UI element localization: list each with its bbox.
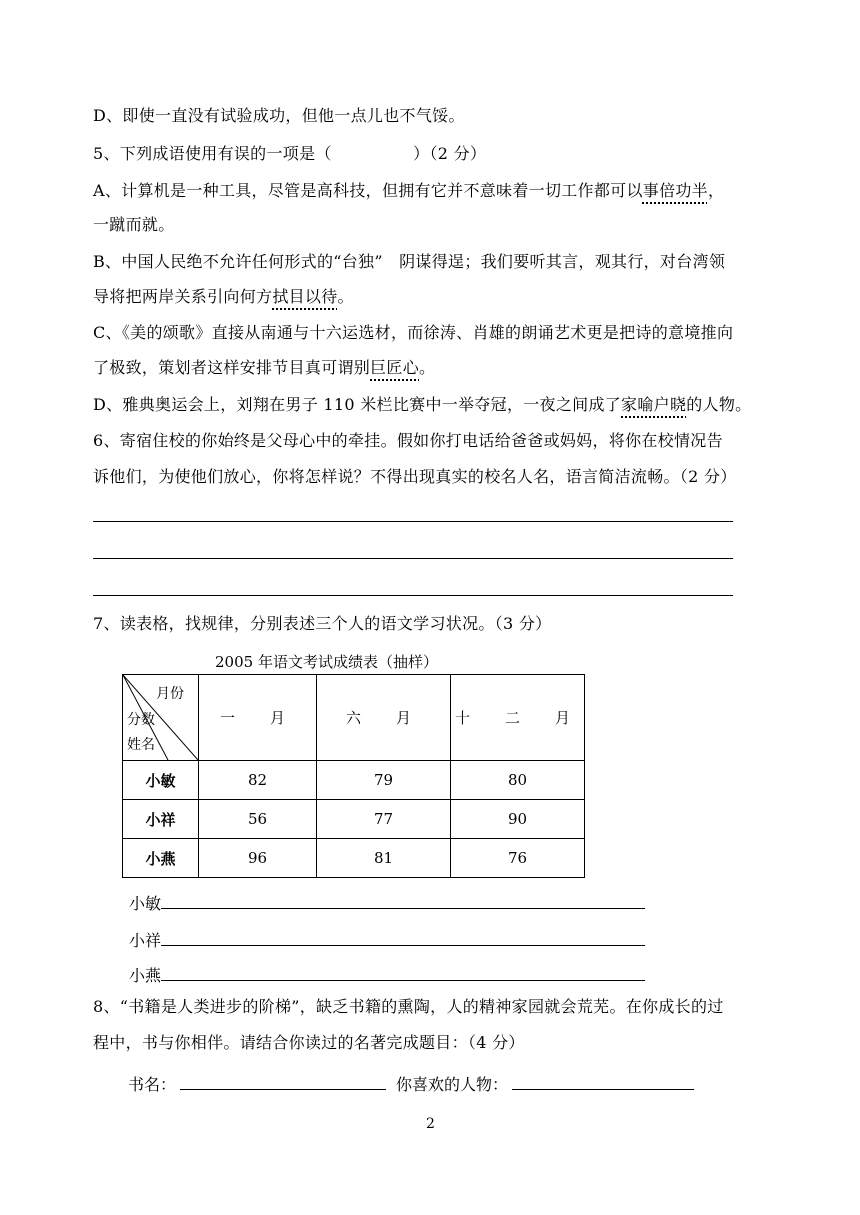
table-cell: 90	[451, 800, 585, 839]
page-number: 2	[426, 1116, 435, 1132]
q5-option-b-line2	[93, 286, 354, 308]
table-header-row	[123, 675, 585, 761]
q6-line2: 诉他们，为使他们放心，你将怎样说？不得出现真实的校名人名，语言简洁流畅。（2 分）	[93, 467, 737, 486]
table-cell: 80	[451, 761, 585, 800]
table-cell: 96	[199, 839, 317, 878]
q5d-text: D、雅典奥运会上，刘翔在男子 110 米栏比赛中一举夺冠，一夜之间成了	[93, 395, 622, 414]
fill-row-xiaoxiang	[129, 928, 645, 951]
row-header-name: 小燕	[123, 839, 199, 878]
q5d-idiom: 家喻户晓	[621, 395, 687, 414]
row-header-name: 小祥	[123, 800, 199, 839]
q5-option-a-line2: 一蹴而就。	[93, 215, 175, 234]
q5a-punct: ，	[707, 181, 725, 200]
fill-label: 小祥	[129, 931, 162, 950]
q4-option-d: D、即使一直没有试验成功，但他一点儿也不气馁。	[93, 106, 465, 125]
table-row	[123, 839, 585, 878]
q8-fill-row	[128, 1072, 694, 1095]
q6-line1: 6、寄宿住校的你始终是父母心中的牵挂。假如你打电话给爸爸或妈妈，将你在校情况告	[93, 431, 723, 450]
fill-label: 小燕	[129, 966, 162, 985]
q7-stem: 7、读表格，找规律，分别表述三个人的语文学习状况。（3 分）	[93, 614, 552, 633]
q5b-text: 导将把两岸关系引向何方	[93, 287, 273, 306]
table-caption: 2005 年语文考试成绩表（抽样）	[215, 653, 438, 671]
fill-label: 小敏	[129, 894, 162, 913]
q5-option-b-line1: B、中国人民绝不允许任何形式的“台独” 阴谋得逞；我们要听其言，观其行，对台湾领	[93, 252, 726, 271]
score-table	[122, 674, 585, 878]
corner-label-score: 分数	[127, 712, 155, 728]
column-header: 一 月	[199, 675, 317, 761]
q5c-idiom: 巨匠心	[370, 358, 420, 377]
book-name-label: 书名：	[128, 1075, 177, 1094]
q8-line1: 8、“书籍是人类进步的阶梯”，缺乏书籍的熏陶，人的精神家园就会荒芜。在你成长的过	[93, 997, 724, 1016]
table-row	[123, 761, 585, 800]
q5-option-a-line1	[93, 180, 724, 202]
q5-stem: 5、下列成语使用有误的一项是（ ）（2 分）	[93, 144, 487, 163]
column-header: 六 月	[317, 675, 451, 761]
fill-answer-line[interactable]	[161, 892, 645, 909]
q6-answer-line-3[interactable]	[93, 595, 733, 596]
table-cell: 56	[199, 800, 317, 839]
q5a-text: A、计算机是一种工具，尽管是高科技，但拥有它并不意味着一切工作都可以	[93, 181, 643, 200]
corner-label-name: 姓名	[127, 737, 155, 753]
book-name-answer-line[interactable]	[180, 1073, 386, 1090]
table-cell: 81	[317, 839, 451, 878]
fill-row-xiaoyan	[129, 963, 645, 986]
table-row	[123, 800, 585, 839]
table-cell: 82	[199, 761, 317, 800]
q5d-tail: 的人物。	[686, 395, 752, 414]
q5-option-d	[93, 394, 751, 416]
table-corner-cell	[123, 675, 199, 761]
fill-answer-line[interactable]	[161, 929, 645, 946]
corner-label-month: 月份	[156, 686, 184, 702]
q5-option-c-line1: C、《美的颂歌》直接从南通与十六运选材，而徐涛、肖雄的朗诵艺术更是把诗的意境推向	[93, 323, 734, 342]
row-header-name: 小敏	[123, 761, 199, 800]
column-header: 十 二 月	[451, 675, 585, 761]
q6-answer-line-1[interactable]	[93, 521, 733, 522]
q6-answer-line-2[interactable]	[93, 558, 733, 559]
table-cell: 77	[317, 800, 451, 839]
favorite-character-label: 你喜欢的人物：	[396, 1075, 509, 1094]
favorite-character-answer-line[interactable]	[512, 1073, 694, 1090]
q5c-text: 了极致，策划者这样安排节目真可谓别	[93, 358, 371, 377]
q5c-punct: 。	[419, 358, 436, 377]
q5b-punct: 。	[337, 287, 354, 306]
fill-row-xiaomin	[129, 891, 645, 914]
q5a-idiom: 事倍功半	[642, 181, 708, 200]
table-cell: 79	[317, 761, 451, 800]
fill-answer-line[interactable]	[161, 964, 645, 981]
q5-option-c-line2	[93, 357, 435, 379]
q8-line2: 程中，书与你相伴。请结合你读过的名著完成题目：（4 分）	[93, 1033, 525, 1052]
q5b-idiom: 拭目以待	[272, 287, 338, 306]
table-cell: 76	[451, 839, 585, 878]
